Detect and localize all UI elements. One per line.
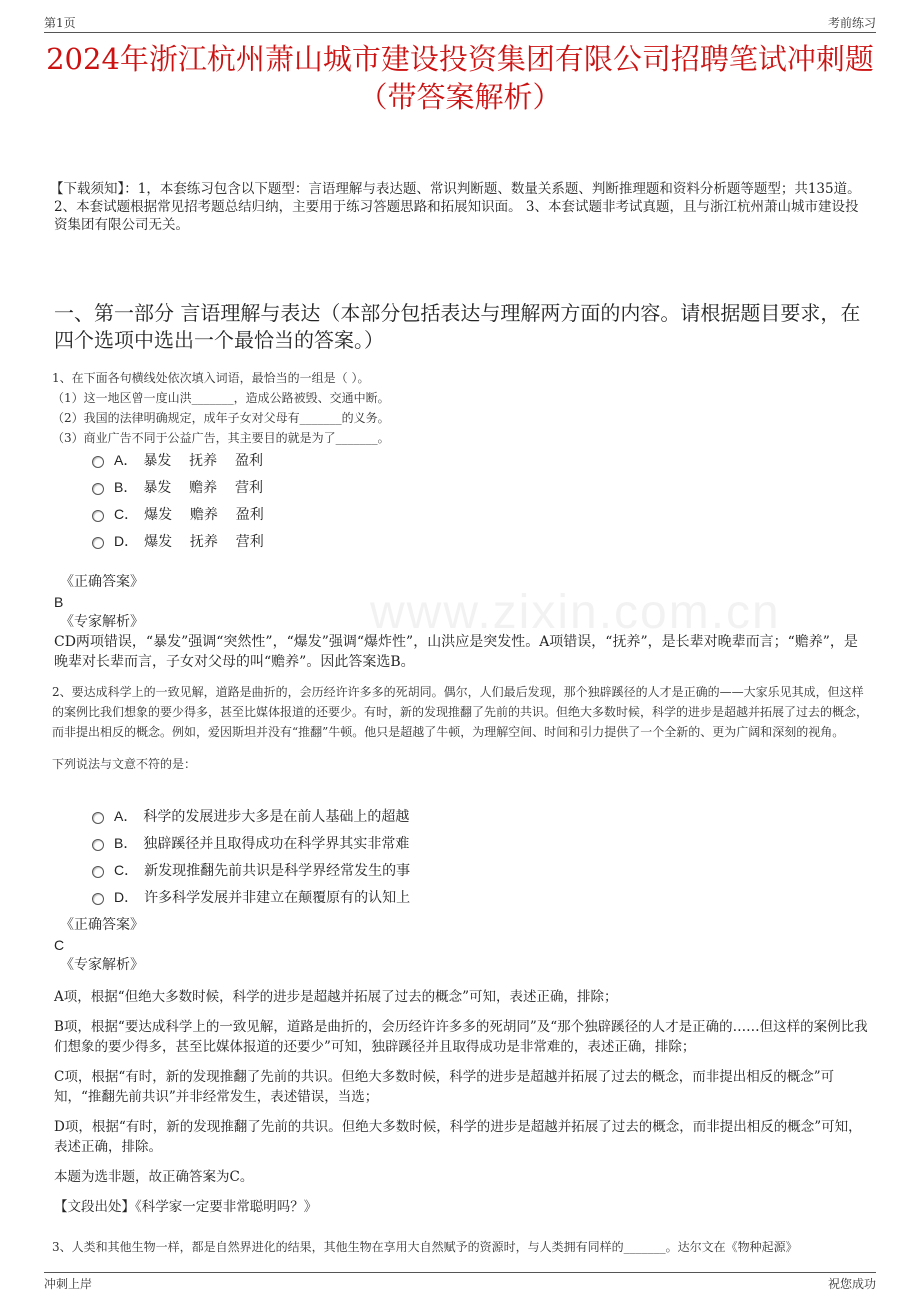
option-text: 暴发 赡养 营利 xyxy=(143,479,263,496)
question-2-analysis xyxy=(54,987,870,1227)
radio-icon[interactable] xyxy=(92,456,104,468)
question-line: （2）我国的法律明确规定，成年子女对父母有_______的义务。 xyxy=(52,411,390,425)
question-1-options xyxy=(92,446,264,554)
option-c[interactable] xyxy=(92,856,410,883)
option-a[interactable] xyxy=(92,446,264,473)
option-text: 科学的发展进步大多是在前人基础上的超越 xyxy=(143,808,410,825)
radio-icon[interactable] xyxy=(92,866,104,878)
analysis-source: 【文段出处】《科学家一定要非常聪明吗？》 xyxy=(54,1199,318,1215)
answer-label: 《正确答案》 xyxy=(60,574,144,590)
option-letter: A． xyxy=(114,451,138,468)
option-letter: B． xyxy=(114,834,138,851)
footer-right: 祝您成功 xyxy=(827,1277,876,1291)
question-text: 2、要达成科学上的一致见解，道路是曲折的，会历经许许多多的死胡同。偶尔，人们最后发现，那个独辟蹊径的人才是正确的——大家乐见其成，但这样的案例比我们想象的要少得多，甚至比媒体报道的还要少。有时，新的发现推翻了先前的共识。但绝大多数时候，科学的进步是超越并拓展了过去的概念，而非提出相反的概念。例如，爱因斯坦并没有“推翻”牛顿。他只是超越了牛顿，为理解空间、时间和引力提供了一个全新的、更为广阔和深刻的视角。 xyxy=(52,685,869,739)
radio-icon[interactable] xyxy=(92,839,104,851)
option-a[interactable] xyxy=(92,802,410,829)
header-label: 考前练习 xyxy=(827,16,876,30)
option-b[interactable] xyxy=(92,473,264,500)
analysis-paragraph: C项，根据“有时，新的发现推翻了先前的共识。但绝大多数时候，科学的进步是超越并拓展了过去的概念，而非提出相反的概念”可知，“推翻先前共识”并非经常发生，表述错误，当选； xyxy=(54,1069,835,1105)
question-3-stem xyxy=(52,1237,870,1257)
download-notice: 【下载须知】：1，本套练习包含以下题型：言语理解与表达题、常识判断题、数量关系题、判断推理题和资料分析题等题型；共135道。 2、本套试题根据常见招考题总结归纳，主要用于练习答题思路和拓展知识面。 3、本套试题非考试真题，且与浙江杭州萧山城市建设投资集团有限公司无关。 xyxy=(50,181,861,233)
analysis-paragraph: A项，根据“但绝大多数时候，科学的进步是超越并拓展了过去的概念”可知，表述正确，排除； xyxy=(54,989,618,1005)
radio-icon[interactable] xyxy=(92,812,104,824)
analysis-label: 《专家解析》 xyxy=(60,957,144,973)
analysis-paragraph: 本题为选非题，故正确答案为C。 xyxy=(54,1169,254,1185)
question-1-stem xyxy=(52,368,870,448)
radio-icon[interactable] xyxy=(92,537,104,549)
option-d[interactable] xyxy=(92,527,264,554)
question-1-answer xyxy=(54,572,870,672)
analysis-paragraph: D项，根据“有时，新的发现推翻了先前的共识。但绝大多数时候，科学的进步是超越并拓展了过去的概念，而非提出相反的概念”可知，表述正确，排除。 xyxy=(54,1119,862,1155)
radio-icon[interactable] xyxy=(92,510,104,522)
answer-value: C xyxy=(54,937,65,953)
option-text: 新发现推翻先前共识是科学界经常发生的事 xyxy=(144,862,411,879)
option-text: 爆发 抚养 营利 xyxy=(144,533,264,550)
page-header xyxy=(44,12,876,33)
option-text: 许多科学发展并非建立在颠覆原有的认知上 xyxy=(144,889,411,906)
radio-icon[interactable] xyxy=(92,893,104,905)
option-letter: A． xyxy=(114,807,138,824)
option-text: 暴发 抚养 盈利 xyxy=(143,452,263,469)
answer-value: B xyxy=(54,594,64,610)
question-line: （3）商业广告不同于公益广告，其主要目的就是为了_______。 xyxy=(52,431,390,445)
option-letter: C． xyxy=(114,505,139,522)
document-title: 2024年浙江杭州萧山城市建设投资集团有限公司招聘笔试冲刺题（带答案解析） xyxy=(46,42,874,114)
footer-left: 冲刺上岸 xyxy=(44,1277,93,1291)
question-line: （1）这一地区曾一度山洪_______，造成公路被毁、交通中断。 xyxy=(52,391,390,405)
analysis-paragraph: B项，根据“要达成科学上的一致见解，道路是曲折的，会历经许许多多的死胡同”及“那个独辟蹊径的人才是正确的……但这样的案例比我们想象的要少得多，甚至比媒体报道的还要少”可知，独辟蹊径并且取得成功是非常难的，表述正确，排除； xyxy=(54,1019,868,1055)
section-heading: 一、第一部分 言语理解与表达（本部分包括表达与理解两方面的内容。请根据题目要求，在四个选项中选出一个最恰当的答案。） xyxy=(54,301,861,352)
question-line: 1、在下面各句横线处依次填入词语，最恰当的一组是（ ）。 xyxy=(52,371,370,385)
page-footer xyxy=(44,1272,876,1293)
question-2-answer xyxy=(54,915,870,975)
option-letter: C． xyxy=(114,861,139,878)
option-b[interactable] xyxy=(92,829,410,856)
answer-label: 《正确答案》 xyxy=(60,917,144,933)
option-letter: B． xyxy=(114,478,138,495)
page-number: 第1页 xyxy=(44,16,76,30)
option-text: 爆发 赡养 盈利 xyxy=(144,506,264,523)
analysis-text: CD两项错误，“暴发”强调“突然性”，“爆发”强调“爆炸性”，山洪应是突发性。A项错误，“抚养”，是长辈对晚辈而言；“赡养”，是晚辈对长辈而言，子女对父母的叫“赡养”。因此答案选B。 xyxy=(54,634,858,670)
option-letter: D． xyxy=(114,532,139,549)
question-text: 3、人类和其他生物一样，都是自然界进化的结果，其他生物在享用大自然赋予的资源时，与人类拥有同样的_______。达尔文在《物种起源》 xyxy=(52,1240,798,1254)
question-prompt: 下列说法与文意不符的是： xyxy=(52,757,197,771)
option-letter: D． xyxy=(114,888,139,905)
question-2-stem xyxy=(52,682,870,774)
option-text: 独辟蹊径并且取得成功在科学界其实非常难 xyxy=(143,835,410,852)
radio-icon[interactable] xyxy=(92,483,104,495)
option-c[interactable] xyxy=(92,500,264,527)
option-d[interactable] xyxy=(92,883,410,910)
question-2-options xyxy=(92,802,410,910)
analysis-label: 《专家解析》 xyxy=(60,614,144,630)
watermark: www.zixin.com.cn xyxy=(370,586,781,639)
